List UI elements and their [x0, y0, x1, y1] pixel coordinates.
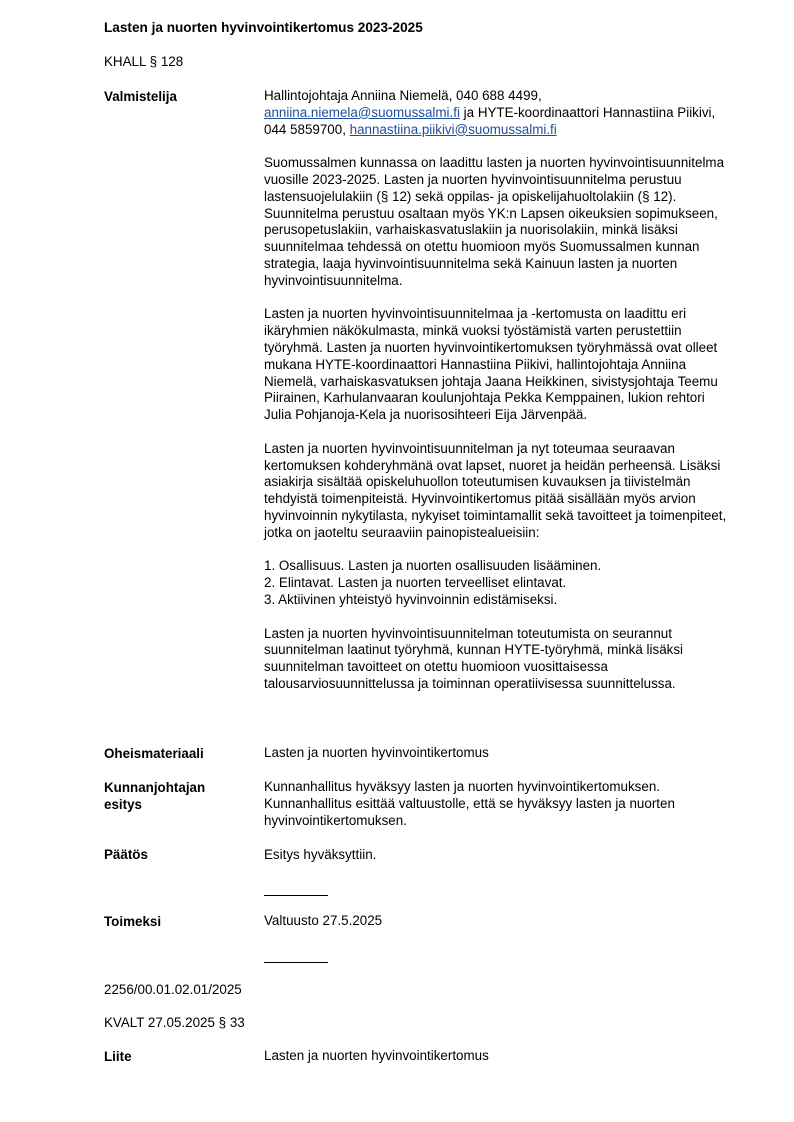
- esitys-label: [104, 779, 205, 813]
- esitys-label-line1: Kunnanjohtajan: [104, 780, 206, 795]
- document-title: Lasten ja nuorten hyvinvointikertomus 2023-2025: [104, 20, 423, 35]
- focus-area-list: [264, 558, 734, 608]
- kvalt-reference: KVALT 27.05.2025 § 33: [104, 1015, 245, 1030]
- valmistelija-content: [264, 88, 734, 693]
- section-reference: KHALL § 128: [104, 54, 184, 69]
- contact-paragraph: [264, 88, 734, 138]
- liite-label: Liite: [104, 1049, 132, 1064]
- paatos-text: Esitys hyväksyttiin.: [264, 847, 377, 862]
- contact-text: Hallintojohtaja Anniina Niemelä, 040 688 4499,: [264, 88, 542, 103]
- contact-text-middle: ja HYTE-koordinaattori Hannastiina Piikivi, 044 5859700,: [264, 104, 716, 137]
- paragraph-follow-up: Lasten ja nuorten hyvinvointisuunnitelman toteutumista on seurannut suunnitelman laatinut työryhmä, kunnan HYTE-työryhmä, minkä lisäksi suunnitelman tavoitteet on otettu huomioon vuosittaisessa talousarviosuunnittelussa ja toiminnan operatiivisessa suunnittelussa.: [264, 625, 684, 691]
- esitys-label-line2: esitys: [104, 797, 142, 812]
- oheismateriaali-text: Lasten ja nuorten hyvinvointikertomus: [264, 745, 489, 760]
- list-item: 2. Elintavat. Lasten ja nuorten terveelliset elintavat.: [264, 575, 567, 591]
- paragraph-working-group: Lasten ja nuorten hyvinvointisuunnitelmaa ja -kertomusta on laadittu eri ikäryhmien näkökulmasta, minkä vuoksi työstämistä varten perustettiin työryhmä. Lasten ja nuorten hyvinvointikertomuksen työryhmässä ovat olleet mukana HYTE-koordinaattori Hannastiina Piikivi, hallintojohtaja Anniina Niemelä, varhaiskasvatuksen johtaja Jaana Heikkinen, sivistysjohtaja Teemu Piirainen, Karhulanvaaran koulunjohtaja Pekka Kemppainen, lukion rehtori Julia Pohjanoja-Kela ja nuorisosihteeri Eija Järvenpää.: [264, 306, 718, 423]
- diary-number: 2256/00.01.02.01/2025: [104, 982, 242, 997]
- paragraph-target-group: Lasten ja nuorten hyvinvointisuunnitelman ja nyt toteumaa seuraavan kertomuksen kohderyhmänä ovat lapset, nuoret ja heidän perheensä. Lisäksi asiakirja sisältää opiskeluhuollon toteutumisen kuvauksen ja tiivistelmän tehdyistä toimenpiteistä. Hyvinvointikertomus pitää sisällään myös arvion hyvinvoinnin nykytilasta, nykyiset toimintamallit sekä tavoitteet ja toimenpiteet, jotka on jaoteltu seuraaviin painopistealueisiin:: [264, 440, 727, 540]
- email-link-niemela[interactable]: anniina.niemela@suomussalmi.fi: [264, 104, 460, 120]
- toimeksi-label: Toimeksi: [104, 914, 162, 929]
- list-item: 3. Aktiivinen yhteistyö hyvinvoinnin edistämiseksi.: [264, 591, 558, 607]
- toimeksi-text: Valtuusto 27.5.2025: [264, 913, 383, 928]
- paatos-label: Päätös: [104, 847, 148, 862]
- liite-text: Lasten ja nuorten hyvinvointikertomus: [264, 1048, 489, 1063]
- esitys-text: Kunnanhallitus hyväksyy lasten ja nuorten hyvinvointikertomuksen. Kunnanhallitus esittää valtuustolle, että se hyväksyy lasten ja nuorten hyvinvointikertomuksen.: [264, 779, 675, 828]
- oheismateriaali-label: Oheismateriaali: [104, 746, 204, 761]
- divider-line: [264, 962, 328, 963]
- paragraph-background: Suomussalmen kunnassa on laadittu lasten ja nuorten hyvinvointisuunnitelma vuosille 2023-2025. Lasten ja nuorten hyvinvointisuunnitelma perustuu lastensuojelulakiin (§ 12) sekä oppilas- ja opiskelijahuoltolakiin (§ 12). Suunnitelma perustuu osaltaan myös YK:n Lapsen oikeuksien sopimukseen, perusopetuslakiin, varhaiskasvatuslakiin ja nuorisolakiin, minkä lisäksi suunnitelmaa tehdessä on otettu huomioon myös Suomussalmen kunnan strategia, laaja hyvinvointisuunnitelma sekä Kainuun lasten ja nuorten hyvinvointisuunnitelma.: [264, 155, 725, 288]
- divider-line: [264, 895, 328, 896]
- list-item: 1. Osallisuus. Lasten ja nuorten osallisuuden lisääminen.: [264, 558, 602, 574]
- email-link-piikivi[interactable]: hannastiina.piikivi@suomussalmi.fi: [349, 121, 557, 137]
- valmistelija-label: Valmistelija: [104, 89, 177, 104]
